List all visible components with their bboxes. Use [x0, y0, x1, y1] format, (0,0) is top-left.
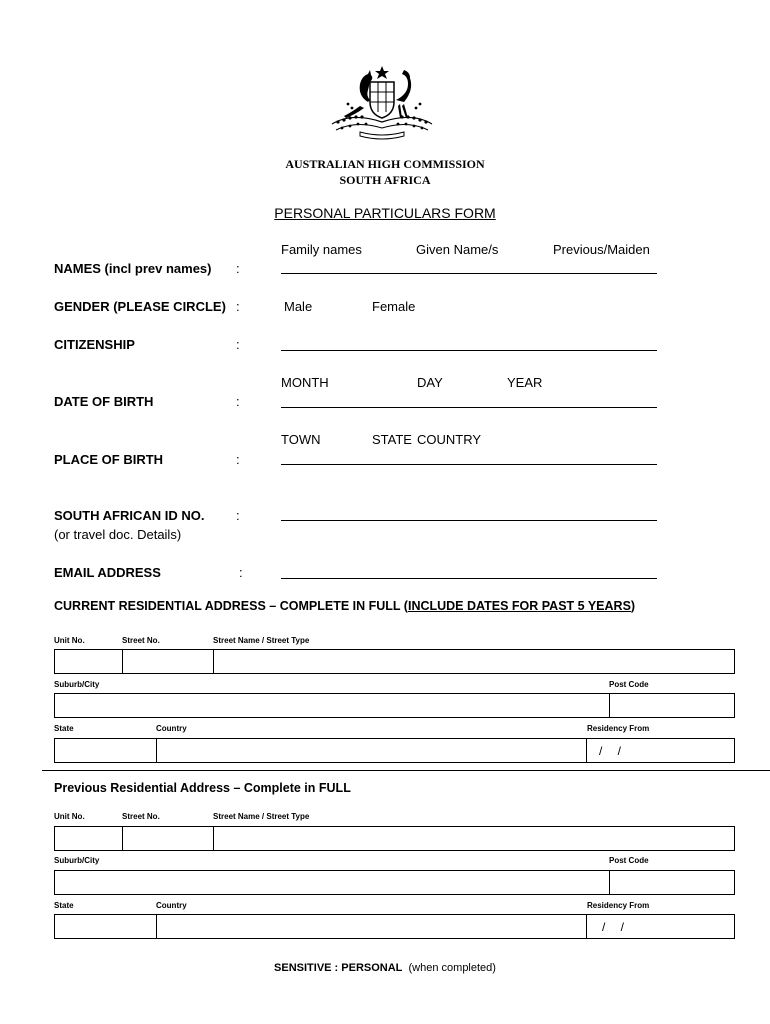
previous-residency-from-input[interactable]: [586, 914, 735, 939]
section-divider: [42, 770, 770, 771]
current-unit-no-label: Unit No.: [54, 636, 85, 645]
names-entry-line[interactable]: [281, 273, 657, 274]
previous-country-label: Country: [156, 901, 187, 910]
pob-entry-line[interactable]: [281, 464, 657, 465]
previous-suburb-label: Suburb/City: [54, 856, 100, 865]
current-street-no-label: Street No.: [122, 636, 160, 645]
id-number-colon: :: [236, 508, 240, 523]
previous-residency-from-label: Residency From: [587, 901, 650, 910]
current-address-heading: [54, 599, 635, 613]
sensitivity-marking: SENSITIVE : PERSONAL: [274, 962, 403, 974]
pob-hint-country: COUNTRY: [417, 432, 482, 447]
id-number-sublabel: (or travel doc. Details): [54, 527, 182, 542]
current-country-label: Country: [156, 724, 187, 733]
id-number-entry-line[interactable]: [281, 520, 657, 521]
names-colon: :: [236, 261, 240, 276]
current-street-name-input[interactable]: [213, 649, 735, 674]
current-post-code-label: Post Code: [609, 680, 649, 689]
dob-label: DATE OF BIRTH: [54, 394, 154, 409]
current-residency-date-placeholder: / /: [599, 744, 622, 758]
current-unit-no-input[interactable]: [54, 649, 123, 674]
current-street-no-input[interactable]: [122, 649, 214, 674]
coat-of-arms-icon: [322, 62, 442, 142]
previous-unit-no-input[interactable]: [54, 826, 123, 851]
previous-address-heading: Previous Residential Address – Complete in FULL: [54, 781, 351, 795]
coat-of-arms-logo: [322, 62, 442, 142]
dob-hint-year: YEAR: [507, 375, 543, 390]
gender-option-male[interactable]: Male: [284, 299, 313, 314]
current-suburb-label: Suburb/City: [54, 680, 100, 689]
previous-post-code-input[interactable]: [609, 870, 735, 895]
citizenship-colon: :: [236, 337, 240, 352]
dob-hint-day: DAY: [417, 375, 443, 390]
names-hint-family: Family names: [281, 242, 362, 257]
names-hint-previous: Previous/Maiden: [553, 242, 650, 257]
current-suburb-input[interactable]: [54, 693, 610, 718]
email-label: EMAIL ADDRESS: [54, 565, 161, 580]
previous-unit-no-label: Unit No.: [54, 812, 85, 821]
previous-state-input[interactable]: [54, 914, 157, 939]
gender-label: GENDER (PLEASE CIRCLE): [54, 299, 226, 314]
citizenship-entry-line[interactable]: [281, 350, 657, 351]
names-hint-given: Given Name/s: [416, 242, 499, 257]
current-address-heading-prefix: CURRENT RESIDENTIAL ADDRESS – COMPLETE IN FULL (: [54, 599, 408, 613]
citizenship-label: CITIZENSHIP: [54, 337, 135, 352]
previous-street-no-input[interactable]: [122, 826, 214, 851]
id-number-label: SOUTH AFRICAN ID NO.: [54, 508, 205, 523]
email-entry-line[interactable]: [281, 578, 657, 579]
gender-option-female[interactable]: Female: [372, 299, 416, 314]
previous-street-name-input[interactable]: [213, 826, 735, 851]
dob-colon: :: [236, 394, 240, 409]
current-state-input[interactable]: [54, 738, 157, 763]
dob-entry-line[interactable]: [281, 407, 657, 408]
current-address-heading-suffix: ): [630, 599, 636, 613]
sensitivity-note: (when completed): [408, 962, 496, 974]
pob-hint-state: STATE: [372, 432, 412, 447]
pob-colon: :: [236, 452, 240, 467]
current-residency-from-label: Residency From: [587, 724, 650, 733]
current-country-input[interactable]: [156, 738, 587, 763]
dob-hint-month: MONTH: [281, 375, 329, 390]
current-state-label: State: [54, 724, 74, 733]
current-post-code-input[interactable]: [609, 693, 735, 718]
previous-state-label: State: [54, 901, 74, 910]
previous-suburb-input[interactable]: [54, 870, 610, 895]
previous-residency-date-placeholder: / /: [602, 920, 625, 934]
previous-post-code-label: Post Code: [609, 856, 649, 865]
pob-label: PLACE OF BIRTH: [54, 452, 164, 467]
previous-street-name-label: Street Name / Street Type: [213, 812, 310, 821]
current-residency-from-input[interactable]: [586, 738, 735, 763]
organisation-country: SOUTH AFRICA: [339, 173, 431, 187]
current-street-name-label: Street Name / Street Type: [213, 636, 310, 645]
sensitivity-footer: [0, 962, 770, 974]
organisation-name: AUSTRALIAN HIGH COMMISSION: [285, 157, 485, 171]
gender-colon: :: [236, 299, 240, 314]
names-label: NAMES (incl prev names): [54, 261, 212, 276]
previous-country-input[interactable]: [156, 914, 587, 939]
form-title: PERSONAL PARTICULARS FORM: [274, 205, 496, 221]
previous-street-no-label: Street No.: [122, 812, 160, 821]
pob-hint-town: TOWN: [281, 432, 321, 447]
email-colon: :: [239, 565, 243, 580]
current-address-heading-underlined: INCLUDE DATES FOR PAST 5 YEARS: [407, 599, 631, 613]
